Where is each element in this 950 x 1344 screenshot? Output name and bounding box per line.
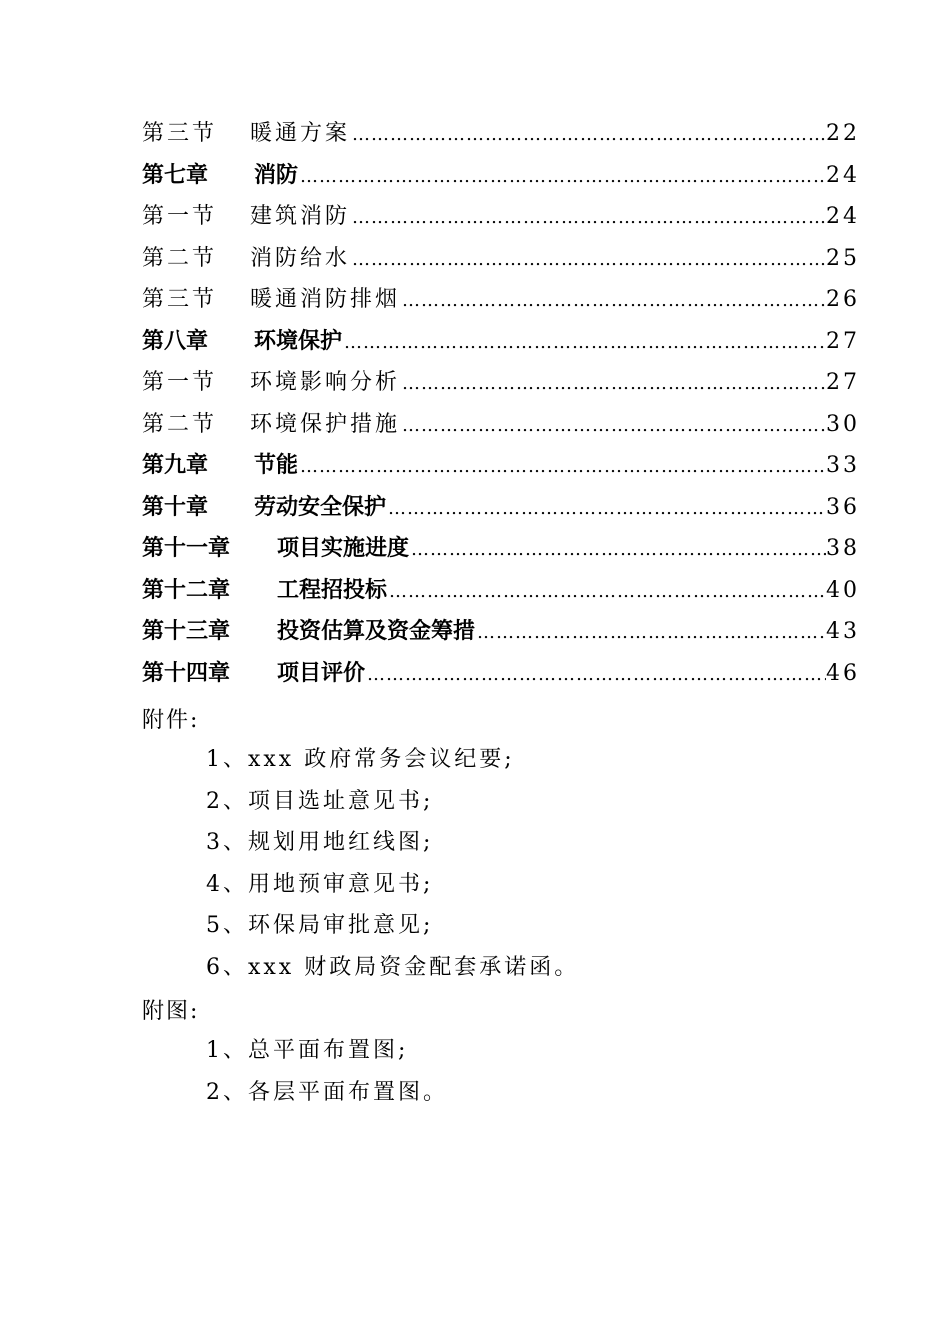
toc-title: 暖通方案 — [250, 121, 351, 146]
toc-label: 第三节 — [142, 287, 218, 312]
toc-leader-dots — [342, 332, 826, 353]
toc-label: 第二节 — [142, 411, 218, 437]
toc-label: 第九章 — [142, 453, 209, 478]
figures-heading: 附图: — [142, 999, 200, 1024]
toc-page-number: 46 — [826, 660, 860, 686]
toc-leader-dots — [350, 124, 826, 145]
toc-label: 第一节 — [142, 370, 218, 395]
list-item: 2、项目选址意见书; — [206, 788, 434, 814]
toc-row[interactable] — [142, 573, 860, 615]
toc-label: 第三节 — [142, 121, 218, 146]
toc-title: 环境保护措施 — [250, 411, 401, 437]
toc-leader-dots — [365, 664, 826, 685]
toc-title: 消防给水 — [250, 245, 351, 271]
toc-leader-dots — [409, 539, 826, 560]
list-item: 2、各层平面布置图。 — [206, 1079, 448, 1105]
toc-title: 项目评价 — [277, 660, 366, 686]
toc-title: 暖通消防排烟 — [250, 287, 401, 312]
toc-title: 环境影响分析 — [250, 370, 401, 395]
toc-label: 第二节 — [142, 245, 218, 271]
toc-leader-dots — [298, 456, 826, 477]
toc-row[interactable] — [142, 365, 860, 407]
toc-title: 消防 — [254, 162, 299, 188]
toc-page-number: 40 — [826, 577, 860, 603]
toc-page-number: 27 — [826, 370, 860, 395]
toc-leader-dots — [386, 498, 826, 519]
toc-leader-dots — [475, 622, 826, 643]
toc-row[interactable] — [142, 116, 860, 158]
toc-page-number: 30 — [826, 411, 860, 437]
toc-title: 投资估算及资金筹措 — [277, 619, 476, 644]
toc-label: 第一节 — [142, 204, 218, 229]
attachments-list — [206, 739, 579, 988]
toc-page-number: 25 — [826, 245, 860, 271]
toc-title: 建筑消防 — [250, 204, 351, 229]
toc-row[interactable] — [142, 490, 860, 532]
toc-page-number: 24 — [826, 204, 860, 229]
table-of-contents — [142, 116, 860, 697]
toc-title: 节能 — [254, 453, 299, 478]
toc-label: 第十章 — [142, 494, 209, 520]
toc-label: 第七章 — [142, 162, 209, 188]
toc-page-number: 26 — [826, 287, 860, 312]
toc-label: 第十四章 — [142, 660, 231, 686]
toc-row[interactable] — [142, 241, 860, 283]
list-item: 6、xxx 财政局资金配套承诺函。 — [206, 954, 580, 980]
toc-row[interactable] — [142, 531, 860, 573]
toc-row[interactable] — [142, 407, 860, 449]
toc-label: 第八章 — [142, 328, 209, 354]
toc-label: 第十三章 — [142, 619, 231, 644]
toc-row[interactable] — [142, 324, 860, 366]
toc-leader-dots — [298, 166, 826, 187]
toc-leader-dots — [387, 581, 826, 602]
toc-leader-dots — [400, 290, 826, 311]
toc-page-number: 38 — [826, 536, 860, 561]
toc-row[interactable] — [142, 614, 860, 656]
toc-row[interactable] — [142, 158, 860, 200]
list-item: 1、总平面布置图; — [206, 1038, 409, 1063]
attachments-heading: 附件: — [142, 708, 200, 733]
toc-page-number: 24 — [826, 162, 860, 188]
toc-page-number: 33 — [826, 453, 860, 478]
toc-page-number: 22 — [826, 121, 860, 146]
toc-row[interactable] — [142, 282, 860, 324]
toc-label: 第十二章 — [142, 577, 231, 603]
toc-title: 项目实施进度 — [277, 536, 410, 561]
toc-leader-dots — [350, 249, 826, 270]
toc-label: 第十一章 — [142, 536, 231, 561]
toc-page-number: 27 — [826, 328, 860, 354]
toc-title: 工程招投标 — [277, 577, 388, 603]
toc-leader-dots — [350, 207, 826, 228]
list-item: 3、规划用地红线图; — [206, 830, 434, 855]
toc-page-number: 43 — [826, 619, 860, 644]
list-item: 1、xxx 政府常务会议纪要; — [206, 747, 515, 772]
toc-row[interactable] — [142, 448, 860, 490]
toc-row[interactable] — [142, 199, 860, 241]
toc-leader-dots — [400, 373, 826, 394]
figures-list — [206, 1030, 448, 1113]
toc-leader-dots — [400, 415, 826, 436]
list-item: 5、环保局审批意见; — [206, 913, 434, 938]
toc-page-number: 36 — [826, 494, 860, 520]
list-item: 4、用地预审意见书; — [206, 871, 434, 897]
toc-title: 环境保护 — [254, 328, 343, 354]
toc-title: 劳动安全保护 — [254, 494, 387, 520]
toc-row[interactable] — [142, 656, 860, 698]
